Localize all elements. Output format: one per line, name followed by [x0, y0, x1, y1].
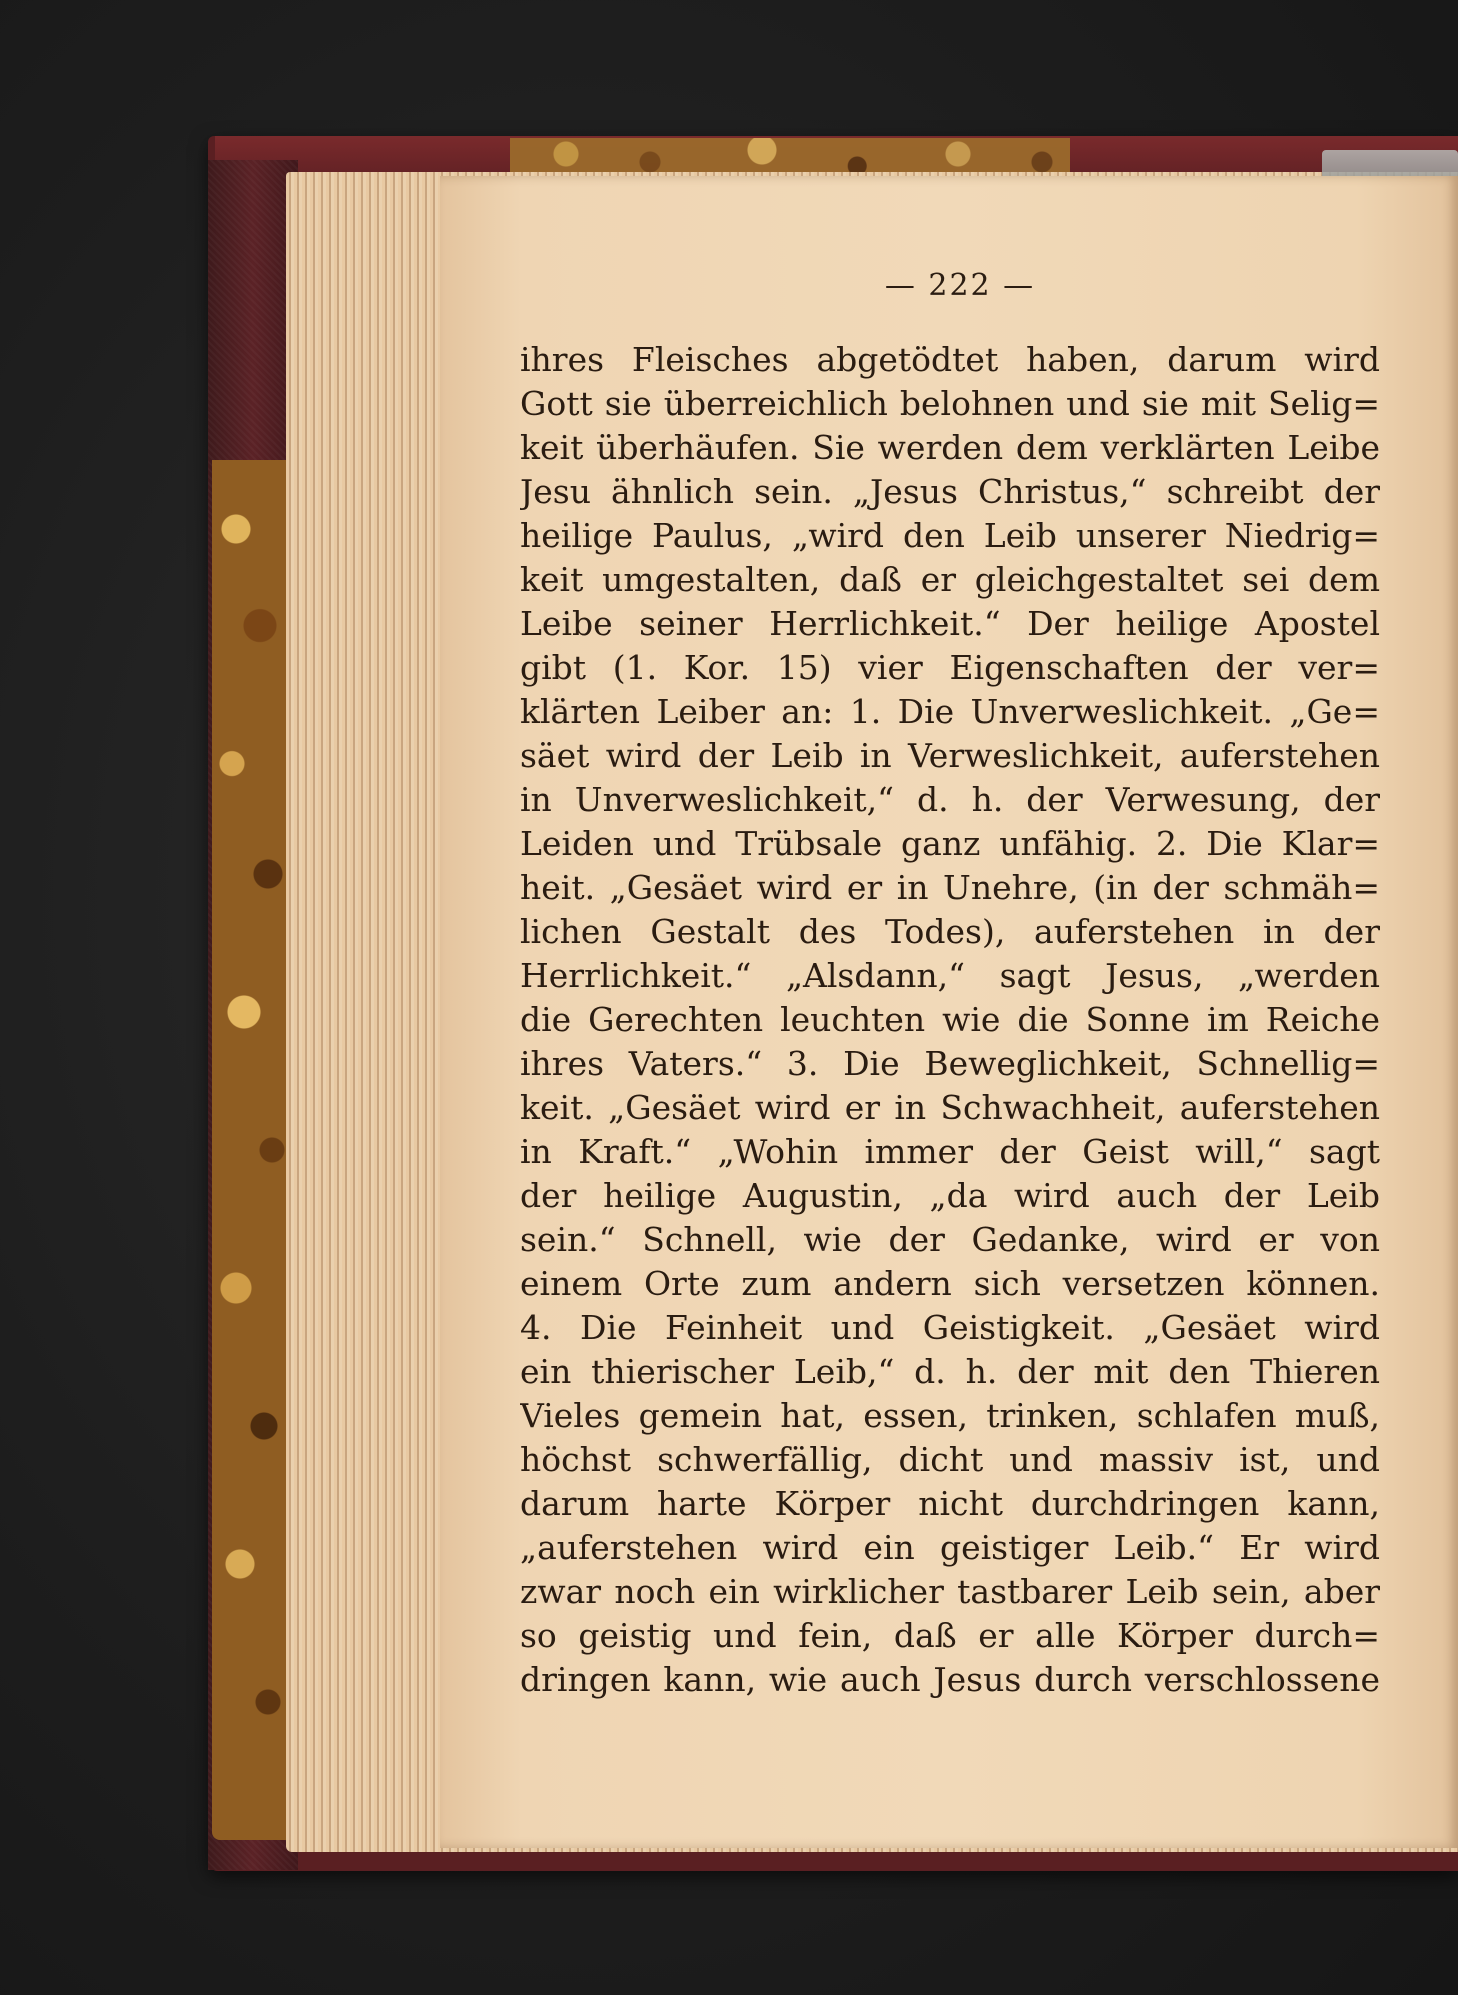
text-line: zwar noch ein wirklicher tastbarer Leib sein, aber — [520, 1572, 1380, 1611]
text-line: der heilige Augustin, „da wird auch der Leib — [520, 1176, 1380, 1215]
page-number: — 222 — — [884, 268, 1036, 303]
text-line: sein.“ Schnell, wie der Gedanke, wird er von — [520, 1220, 1380, 1259]
text-line: einem Orte zum andern sich versetzen können. — [520, 1264, 1380, 1303]
text-line: ihres Fleisches abgetödtet haben, darum wird — [520, 340, 1380, 379]
text-line: keit umgestalten, daß er gleichgestaltet sei dem — [520, 560, 1380, 599]
text-line: 4. Die Feinheit und Geistigkeit. „Gesäet wird — [520, 1308, 1380, 1347]
text-line: klärten Leiber an: 1. Die Unverweslichkeit. „Ge= — [520, 692, 1380, 731]
page-body-text — [520, 338, 1380, 1702]
text-line: ein thierischer Leib,“ d. h. der mit den Thieren — [520, 1352, 1380, 1391]
text-line: so geistig und fein, daß er alle Körper durch= — [520, 1616, 1380, 1655]
text-line: dringen kann, wie auch Jesus durch verschlossene — [520, 1660, 1380, 1699]
text-line: gibt (1. Kor. 15) vier Eigenschaften der ver= — [520, 648, 1380, 687]
text-line: keit. „Gesäet wird er in Schwachheit, auferstehen — [520, 1088, 1380, 1127]
marbled-board-side — [212, 460, 292, 1840]
text-line: Gott sie überreichlich belohnen und sie mit Selig= — [520, 384, 1380, 423]
text-line: Jesu ähnlich sein. „Jesus Christus,“ schreibt der — [520, 472, 1380, 511]
text-line: säet wird der Leib in Verweslichkeit, auferstehen — [520, 736, 1380, 775]
text-line: höchst schwerfällig, dicht und massiv ist, und — [520, 1440, 1380, 1479]
text-line: Vieles gemein hat, essen, trinken, schlafen muß, — [520, 1396, 1380, 1435]
text-line: Leiden und Trübsale ganz unfähig. 2. Die Klar= — [520, 824, 1380, 863]
text-line: Leibe seiner Herrlichkeit.“ Der heilige Apostel — [520, 604, 1380, 643]
text-line: keit überhäufen. Sie werden dem verklärten Leibe — [520, 428, 1380, 467]
text-line: in Kraft.“ „Wohin immer der Geist will,“ sagt — [520, 1132, 1380, 1171]
text-line: Herrlichkeit.“ „Alsdann,“ sagt Jesus, „werden — [520, 956, 1380, 995]
text-line: heit. „Gesäet wird er in Unehre, (in der schmäh= — [520, 868, 1380, 907]
text-line: lichen Gestalt des Todes), auferstehen in der — [520, 912, 1380, 951]
text-line: „auferstehen wird ein geistiger Leib.“ Er wird — [520, 1528, 1380, 1567]
text-line: heilige Paulus, „wird den Leib unserer Niedrig= — [520, 516, 1380, 555]
text-line: darum harte Körper nicht durchdringen kann, — [520, 1484, 1380, 1523]
text-line: in Unverweslichkeit,“ d. h. der Verwesung, der — [520, 780, 1380, 819]
text-line: ihres Vaters.“ 3. Die Beweglichkeit, Schnellig= — [520, 1044, 1380, 1083]
text-line: die Gerechten leuchten wie die Sonne im Reiche — [520, 1000, 1380, 1039]
